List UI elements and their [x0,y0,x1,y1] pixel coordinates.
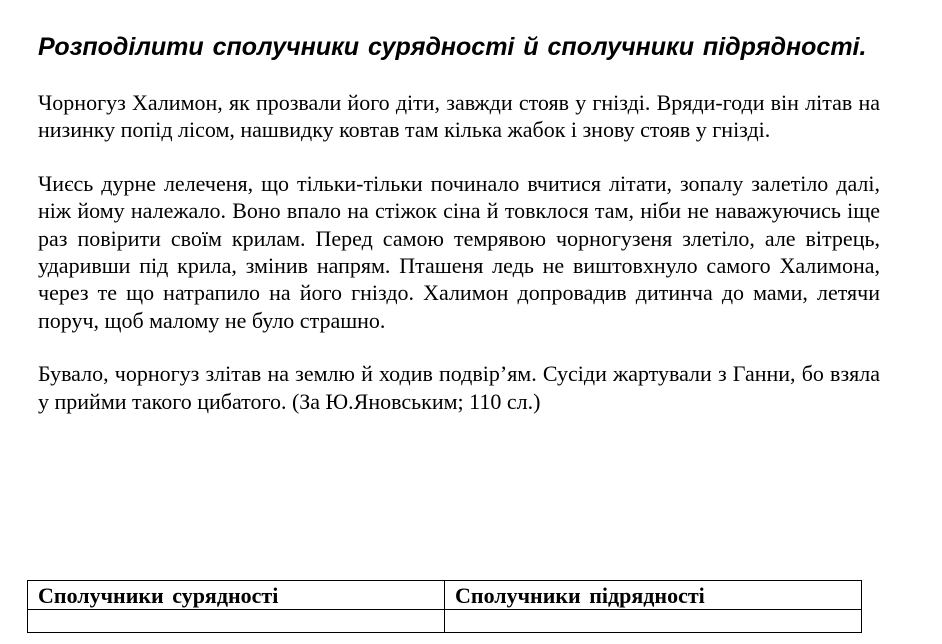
cell-subordinating[interactable] [445,610,862,633]
table-header-row [28,581,862,610]
document-page [38,32,880,415]
answer-table [27,580,862,633]
paragraph-3: Бувало, чорногуз злітав на землю й ходив подвір’ям. Сусіди жартували з Ганни, бо взяла у прийми такого цибатого. (За Ю.Яновським; 110 сл.) [38,361,880,414]
header-coordinating: Сполучники сурядності [28,581,445,610]
paragraph-1: Чорногуз Халимон, як прозвали його діти, завжди стояв у гнізді. Вряди-годи він літав на низинку попід лісом, нашвидку ковтав там кілька жабок і знову стояв у гнізді. [38,90,880,143]
table-row [28,610,862,633]
task-title: Розподілити сполучники сурядності й сполучники підрядності. [38,33,867,61]
conjunctions-table [27,580,862,633]
paragraph-2: Чиєсь дурне лелеченя, що тільки-тільки починало вчитися літати, зопалу залетіло далі, ніж йому належало. Воно впало на стіжок сіна й товклося там, ніби не наважуючись іще раз повірити своїм крилам. Перед самою темрявою чорногузеня злетіло, але вітрець, ударивши під крила, змінив напрям. Пташеня ледь не виштовхнуло самого Халимона, через те що натрапило на його гніздо. Халимон допровадив дитинча до мами, летячи поруч, щоб малому не було страшно. [38,170,880,333]
header-subordinating: Сполучники підрядності [445,581,862,610]
cell-coordinating[interactable] [28,610,445,633]
